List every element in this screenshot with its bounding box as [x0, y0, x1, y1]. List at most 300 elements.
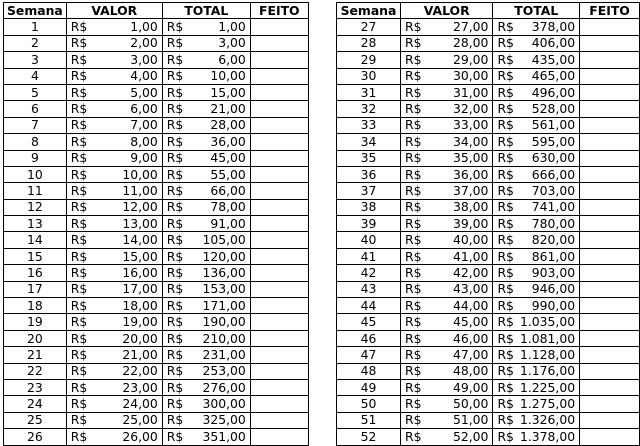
week-cell: 30 [337, 68, 401, 84]
value-cell [66, 183, 162, 199]
total-amount: 28,00 [210, 117, 246, 133]
value-amount: 49,00 [452, 379, 489, 395]
value-amount: 9,00 [130, 150, 158, 166]
value-cell [66, 101, 162, 117]
total-amount: 55,00 [210, 166, 246, 182]
currency-symbol: R$ [166, 412, 184, 428]
week-cell: 46 [337, 330, 401, 346]
value-amount: 5,00 [130, 84, 158, 100]
table-row [4, 330, 309, 346]
currency-symbol: R$ [497, 150, 514, 166]
value-cell [400, 396, 492, 412]
week-cell: 44 [337, 298, 401, 314]
done-checkbox-cell[interactable] [580, 281, 640, 297]
week-cell: 42 [337, 265, 401, 281]
value-cell [66, 396, 162, 412]
week-cell: 15 [4, 248, 67, 264]
currency-symbol: R$ [404, 215, 422, 231]
table-row [337, 379, 640, 395]
done-checkbox-cell[interactable] [250, 101, 308, 117]
currency-symbol: R$ [404, 264, 422, 280]
total-cell [162, 134, 250, 150]
total-cell [493, 265, 580, 281]
value-cell [400, 265, 492, 281]
done-checkbox-cell[interactable] [250, 248, 308, 264]
value-cell [66, 330, 162, 346]
value-amount: 46,00 [452, 330, 489, 346]
currency-symbol: R$ [166, 281, 184, 297]
done-checkbox-cell[interactable] [250, 429, 308, 445]
total-amount: 780,00 [531, 215, 576, 231]
table-row [4, 314, 309, 330]
total-cell [162, 412, 250, 428]
table-row [337, 19, 640, 35]
value-cell [400, 19, 492, 35]
value-cell [400, 150, 492, 166]
total-amount: 105,00 [202, 232, 246, 248]
done-checkbox-cell[interactable] [250, 412, 308, 428]
done-checkbox-cell[interactable] [250, 84, 308, 100]
table-row [4, 183, 309, 199]
value-amount: 31,00 [452, 84, 489, 100]
value-cell [66, 134, 162, 150]
currency-symbol: R$ [404, 428, 422, 444]
total-cell [162, 396, 250, 412]
done-checkbox-cell[interactable] [250, 183, 308, 199]
value-amount: 44,00 [452, 297, 489, 313]
value-cell [66, 265, 162, 281]
total-cell [493, 363, 580, 379]
currency-symbol: R$ [70, 248, 88, 264]
total-amount: 595,00 [531, 133, 576, 149]
total-amount: 136,00 [202, 264, 246, 280]
done-checkbox-cell[interactable] [580, 199, 640, 215]
done-checkbox-cell[interactable] [250, 134, 308, 150]
value-cell [400, 68, 492, 84]
week-cell: 9 [4, 150, 67, 166]
currency-symbol: R$ [497, 264, 514, 280]
value-cell [66, 248, 162, 264]
total-amount: 561,00 [531, 117, 576, 133]
table-row [4, 199, 309, 215]
value-cell [66, 35, 162, 51]
currency-symbol: R$ [166, 150, 184, 166]
total-amount: 276,00 [202, 379, 246, 395]
total-amount: 10,00 [210, 68, 246, 84]
table-row [4, 19, 309, 35]
week-cell: 7 [4, 117, 67, 133]
value-cell [400, 52, 492, 68]
value-amount: 7,00 [130, 117, 158, 133]
currency-symbol: R$ [70, 379, 88, 395]
value-amount: 6,00 [130, 101, 158, 117]
table-body [4, 19, 309, 445]
value-amount: 29,00 [452, 51, 489, 67]
value-amount: 16,00 [122, 264, 158, 280]
currency-symbol: R$ [404, 133, 422, 149]
value-amount: 24,00 [122, 396, 158, 412]
table-row [4, 298, 309, 314]
value-amount: 26,00 [122, 428, 158, 444]
total-amount: 78,00 [210, 199, 246, 215]
currency-symbol: R$ [497, 346, 514, 362]
done-checkbox-cell[interactable] [580, 330, 640, 346]
currency-symbol: R$ [404, 314, 422, 330]
total-cell [162, 265, 250, 281]
value-cell [400, 84, 492, 100]
week-cell: 12 [4, 199, 67, 215]
total-cell [493, 314, 580, 330]
value-amount: 14,00 [122, 232, 158, 248]
value-cell [400, 35, 492, 51]
week-cell: 10 [4, 166, 67, 182]
value-cell [66, 412, 162, 428]
done-checkbox-cell[interactable] [580, 35, 640, 51]
done-checkbox-cell[interactable] [580, 298, 640, 314]
done-checkbox-cell[interactable] [580, 166, 640, 182]
done-checkbox-cell[interactable] [580, 396, 640, 412]
currency-symbol: R$ [404, 51, 422, 67]
week-cell: 33 [337, 117, 401, 133]
total-amount: 378,00 [531, 19, 576, 35]
table-body [337, 19, 640, 445]
week-cell: 13 [4, 216, 67, 232]
done-checkbox-cell[interactable] [580, 265, 640, 281]
total-cell [162, 281, 250, 297]
total-cell [493, 134, 580, 150]
total-cell [162, 52, 250, 68]
total-cell [162, 166, 250, 182]
value-cell [66, 166, 162, 182]
value-cell [400, 314, 492, 330]
currency-symbol: R$ [497, 35, 514, 51]
total-cell [493, 379, 580, 395]
total-amount: 1.225,00 [519, 379, 576, 395]
done-checkbox-cell[interactable] [250, 35, 308, 51]
total-amount: 153,00 [202, 281, 246, 297]
week-cell: 17 [4, 281, 67, 297]
total-cell [162, 68, 250, 84]
week-cell: 29 [337, 52, 401, 68]
value-cell [66, 150, 162, 166]
value-amount: 20,00 [122, 330, 158, 346]
total-cell [493, 248, 580, 264]
table-row [337, 330, 640, 346]
week-cell: 18 [4, 298, 67, 314]
currency-symbol: R$ [497, 248, 514, 264]
header-total: TOTAL [162, 3, 250, 19]
done-checkbox-cell[interactable] [250, 117, 308, 133]
total-amount: 741,00 [531, 199, 576, 215]
done-checkbox-cell[interactable] [250, 68, 308, 84]
total-amount: 1.275,00 [519, 396, 576, 412]
value-amount: 37,00 [452, 182, 489, 198]
total-cell [493, 429, 580, 445]
currency-symbol: R$ [70, 346, 88, 362]
value-amount: 32,00 [452, 101, 489, 117]
total-cell [493, 298, 580, 314]
table-row [4, 52, 309, 68]
value-amount: 48,00 [452, 363, 489, 379]
table-row [4, 396, 309, 412]
currency-symbol: R$ [166, 264, 184, 280]
table-row [4, 363, 309, 379]
done-checkbox-cell[interactable] [580, 412, 640, 428]
table-row [337, 216, 640, 232]
done-checkbox-cell[interactable] [580, 347, 640, 363]
currency-symbol: R$ [166, 35, 184, 51]
value-amount: 47,00 [452, 346, 489, 362]
done-checkbox-cell[interactable] [580, 134, 640, 150]
done-checkbox-cell[interactable] [580, 52, 640, 68]
value-amount: 43,00 [452, 281, 489, 297]
done-checkbox-cell[interactable] [580, 150, 640, 166]
currency-symbol: R$ [497, 428, 514, 444]
total-cell [162, 117, 250, 133]
table-row [337, 412, 640, 428]
currency-symbol: R$ [497, 297, 514, 313]
value-cell [66, 347, 162, 363]
total-amount: 120,00 [202, 248, 246, 264]
done-checkbox-cell[interactable] [580, 216, 640, 232]
currency-symbol: R$ [70, 232, 88, 248]
currency-symbol: R$ [497, 396, 514, 412]
done-checkbox-cell[interactable] [250, 330, 308, 346]
currency-symbol: R$ [166, 101, 184, 117]
week-cell: 50 [337, 396, 401, 412]
table-row [337, 35, 640, 51]
done-checkbox-cell[interactable] [580, 19, 640, 35]
done-checkbox-cell[interactable] [250, 216, 308, 232]
value-amount: 42,00 [452, 264, 489, 280]
table-row [337, 199, 640, 215]
done-checkbox-cell[interactable] [580, 117, 640, 133]
done-checkbox-cell[interactable] [250, 265, 308, 281]
total-amount: 231,00 [202, 346, 246, 362]
done-checkbox-cell[interactable] [250, 379, 308, 395]
currency-symbol: R$ [404, 248, 422, 264]
week-cell: 21 [4, 347, 67, 363]
currency-symbol: R$ [404, 396, 422, 412]
currency-symbol: R$ [70, 297, 88, 313]
value-amount: 30,00 [452, 68, 489, 84]
value-cell [66, 379, 162, 395]
total-cell [493, 166, 580, 182]
savings-table-weeks-1-26 [3, 2, 309, 446]
done-checkbox-cell[interactable] [250, 298, 308, 314]
total-amount: 630,00 [531, 150, 576, 166]
total-amount: 1.176,00 [519, 363, 576, 379]
done-checkbox-cell[interactable] [250, 232, 308, 248]
table-row [337, 248, 640, 264]
done-checkbox-cell[interactable] [580, 429, 640, 445]
week-cell: 8 [4, 134, 67, 150]
total-amount: 91,00 [210, 215, 246, 231]
currency-symbol: R$ [166, 166, 184, 182]
currency-symbol: R$ [166, 379, 184, 395]
value-amount: 39,00 [452, 215, 489, 231]
value-cell [400, 232, 492, 248]
currency-symbol: R$ [166, 199, 184, 215]
total-cell [162, 216, 250, 232]
currency-symbol: R$ [404, 363, 422, 379]
currency-symbol: R$ [70, 166, 88, 182]
week-cell: 34 [337, 134, 401, 150]
value-cell [400, 412, 492, 428]
currency-symbol: R$ [497, 51, 514, 67]
week-cell: 39 [337, 216, 401, 232]
done-checkbox-cell[interactable] [580, 363, 640, 379]
total-amount: 528,00 [531, 101, 576, 117]
table-row [337, 134, 640, 150]
table-row [4, 166, 309, 182]
table-row [4, 281, 309, 297]
total-amount: 66,00 [210, 182, 246, 198]
currency-symbol: R$ [497, 363, 514, 379]
value-amount: 13,00 [122, 215, 158, 231]
value-amount: 28,00 [452, 35, 489, 51]
week-cell: 6 [4, 101, 67, 117]
total-amount: 253,00 [202, 363, 246, 379]
value-amount: 11,00 [122, 182, 158, 198]
table-row [4, 248, 309, 264]
value-cell [66, 298, 162, 314]
currency-symbol: R$ [404, 330, 422, 346]
total-amount: 300,00 [202, 396, 246, 412]
currency-symbol: R$ [404, 84, 422, 100]
done-checkbox-cell[interactable] [580, 232, 640, 248]
value-amount: 22,00 [122, 363, 158, 379]
total-amount: 465,00 [531, 68, 576, 84]
value-cell [66, 199, 162, 215]
total-cell [162, 35, 250, 51]
currency-symbol: R$ [497, 330, 514, 346]
total-cell [493, 216, 580, 232]
currency-symbol: R$ [70, 396, 88, 412]
currency-symbol: R$ [404, 232, 422, 248]
table-row [337, 396, 640, 412]
header-done: FEITO [250, 3, 308, 19]
total-amount: 1.035,00 [519, 314, 576, 330]
total-amount: 903,00 [531, 264, 576, 280]
table-row [4, 35, 309, 51]
currency-symbol: R$ [404, 182, 422, 198]
currency-symbol: R$ [70, 101, 88, 117]
total-amount: 210,00 [202, 330, 246, 346]
table-row [337, 150, 640, 166]
header-value: VALOR [400, 3, 492, 19]
done-checkbox-cell[interactable] [250, 166, 308, 182]
total-amount: 3,00 [218, 35, 246, 51]
value-amount: 2,00 [130, 35, 158, 51]
done-checkbox-cell[interactable] [250, 314, 308, 330]
table-row [4, 117, 309, 133]
done-checkbox-cell[interactable] [580, 101, 640, 117]
table-row [337, 314, 640, 330]
total-cell [162, 347, 250, 363]
done-checkbox-cell[interactable] [580, 183, 640, 199]
currency-symbol: R$ [70, 314, 88, 330]
currency-symbol: R$ [497, 314, 514, 330]
done-checkbox-cell[interactable] [250, 396, 308, 412]
value-amount: 18,00 [122, 297, 158, 313]
week-cell: 48 [337, 363, 401, 379]
table-row [4, 134, 309, 150]
table-row [4, 101, 309, 117]
done-checkbox-cell[interactable] [250, 150, 308, 166]
currency-symbol: R$ [166, 232, 184, 248]
week-cell: 38 [337, 199, 401, 215]
value-cell [400, 199, 492, 215]
done-checkbox-cell[interactable] [250, 19, 308, 35]
total-amount: 1,00 [218, 19, 246, 35]
done-checkbox-cell[interactable] [580, 248, 640, 264]
total-amount: 861,00 [531, 248, 576, 264]
value-cell [66, 363, 162, 379]
value-cell [400, 379, 492, 395]
value-amount: 10,00 [122, 166, 158, 182]
table-row [337, 183, 640, 199]
currency-symbol: R$ [497, 232, 514, 248]
table-row [4, 150, 309, 166]
currency-symbol: R$ [497, 199, 514, 215]
total-cell [493, 35, 580, 51]
value-cell [66, 281, 162, 297]
value-amount: 19,00 [122, 314, 158, 330]
done-checkbox-cell[interactable] [580, 84, 640, 100]
done-checkbox-cell[interactable] [580, 314, 640, 330]
table-row [4, 265, 309, 281]
done-checkbox-cell[interactable] [250, 347, 308, 363]
value-cell [66, 314, 162, 330]
done-checkbox-cell[interactable] [580, 379, 640, 395]
table-row [337, 429, 640, 445]
table-row [337, 117, 640, 133]
done-checkbox-cell[interactable] [250, 281, 308, 297]
table-row [337, 281, 640, 297]
done-checkbox-cell[interactable] [250, 199, 308, 215]
done-checkbox-cell[interactable] [580, 68, 640, 84]
currency-symbol: R$ [497, 281, 514, 297]
currency-symbol: R$ [404, 166, 422, 182]
total-amount: 171,00 [202, 297, 246, 313]
currency-symbol: R$ [166, 363, 184, 379]
total-cell [493, 232, 580, 248]
currency-symbol: R$ [497, 101, 514, 117]
total-amount: 990,00 [531, 297, 576, 313]
week-cell: 14 [4, 232, 67, 248]
done-checkbox-cell[interactable] [250, 363, 308, 379]
total-cell [162, 248, 250, 264]
currency-symbol: R$ [166, 248, 184, 264]
table-row [337, 363, 640, 379]
currency-symbol: R$ [404, 101, 422, 117]
total-cell [162, 150, 250, 166]
value-cell [400, 166, 492, 182]
week-cell: 23 [4, 379, 67, 395]
currency-symbol: R$ [166, 314, 184, 330]
value-cell [66, 52, 162, 68]
done-checkbox-cell[interactable] [250, 52, 308, 68]
table-row [337, 84, 640, 100]
value-cell [400, 183, 492, 199]
total-cell [493, 396, 580, 412]
value-cell [400, 134, 492, 150]
week-cell: 26 [4, 429, 67, 445]
currency-symbol: R$ [166, 117, 184, 133]
value-amount: 8,00 [130, 133, 158, 149]
currency-symbol: R$ [70, 150, 88, 166]
